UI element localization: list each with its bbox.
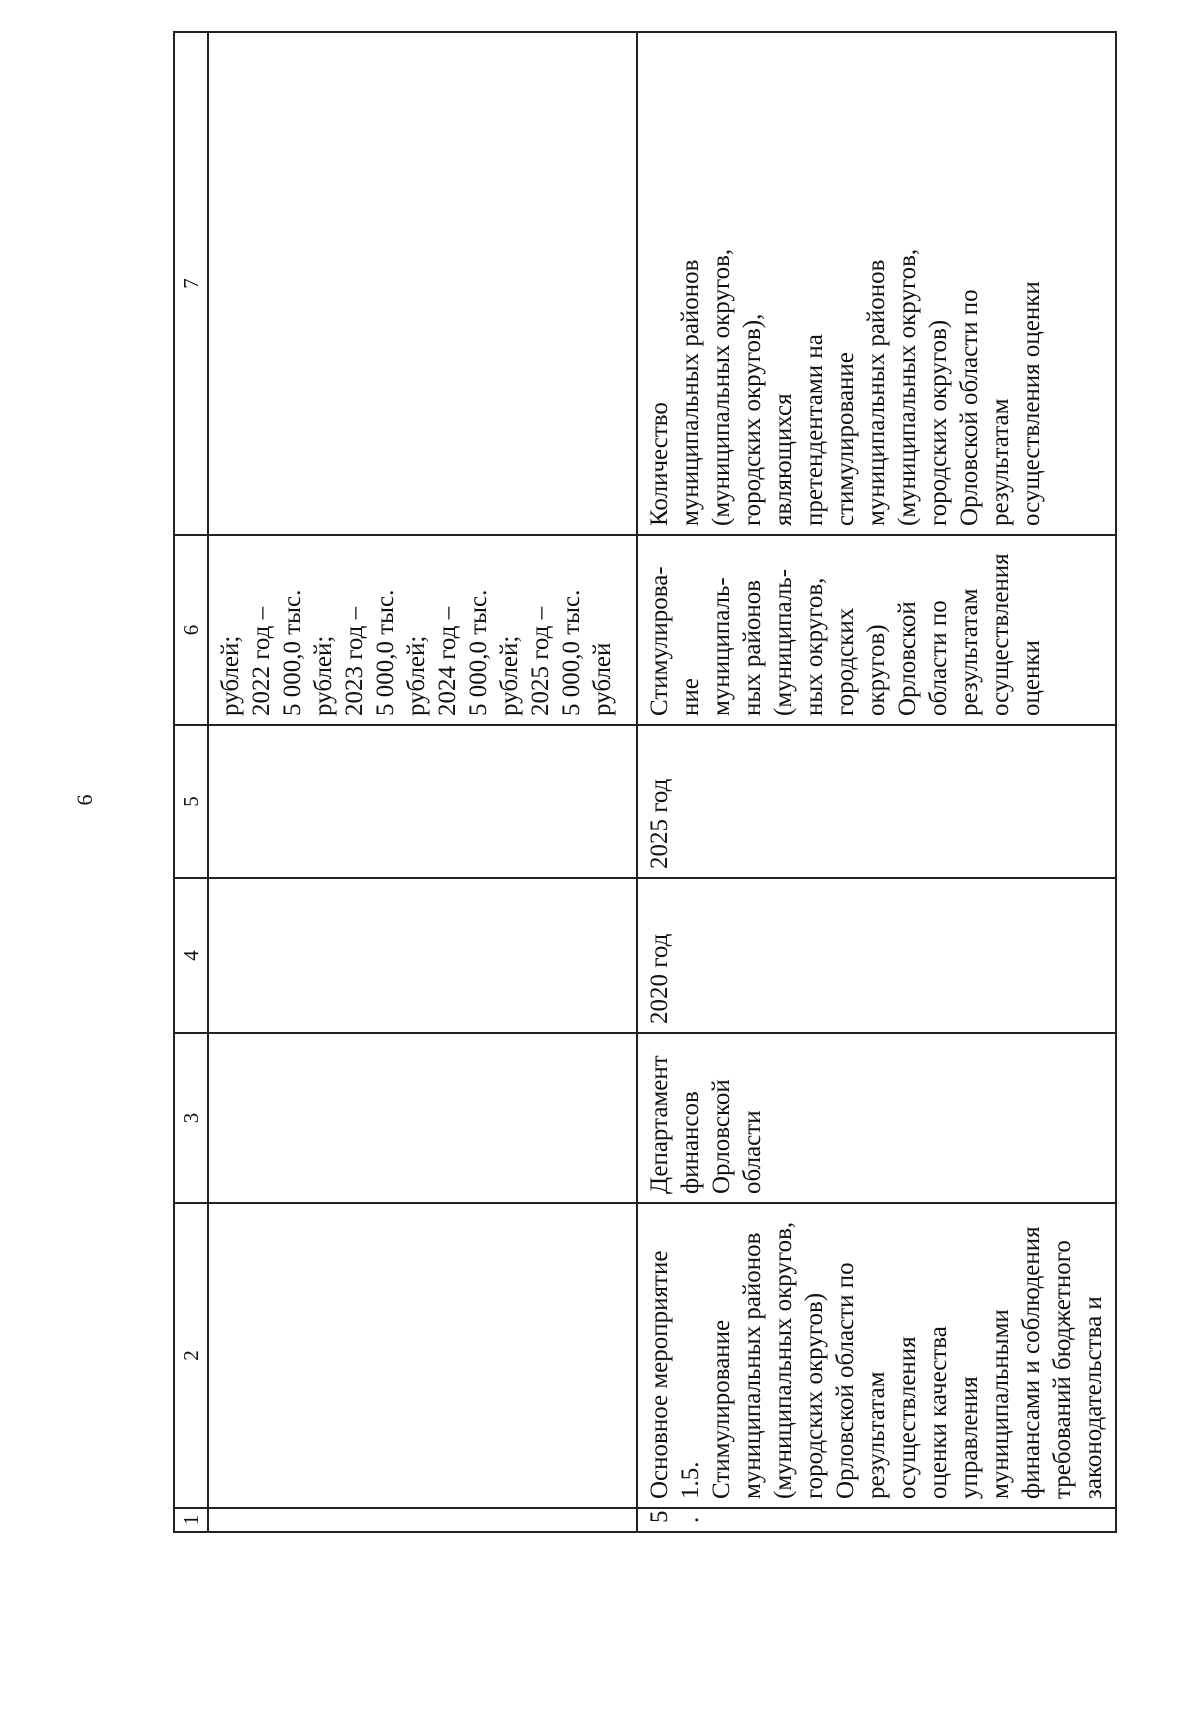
indicator: Количество муниципальных районов (муниципальных округов, городских округов), являющихся претендентами на стимулирование муниципальных районов (муниципальных округов, городских округов) Орловской области по результатам осуществления оценки (637, 32, 1116, 535)
table-row-continuation (208, 32, 637, 1532)
cell-executor (208, 1033, 637, 1203)
cell-end-year (208, 725, 637, 878)
header-col-7: 7 (174, 32, 208, 535)
start-year: 2020 год (637, 878, 1116, 1033)
rotated-table-container (173, 33, 1107, 1533)
header-col-2: 2 (174, 1203, 208, 1508)
cell-event (208, 1203, 637, 1508)
expected-result: Стимулирова- ние муниципаль- ных районов (муниципаль- ных округов, городских округов) Орловской области по результатам осуществления оценки (637, 535, 1116, 725)
cell-number (208, 1508, 637, 1532)
header-col-4: 4 (174, 878, 208, 1033)
page-number: 6 (72, 794, 97, 806)
header-col-6: 6 (174, 535, 208, 725)
header-col-3: 3 (174, 1033, 208, 1203)
executor: Департамент финансов Орловской области (637, 1033, 1116, 1203)
header-col-1: 1 (174, 1508, 208, 1532)
program-events-table (173, 31, 1117, 1533)
end-year: 2025 год (637, 725, 1116, 878)
cell-funding: рублей; 2022 год – 5 000,0 тыс. рублей; 2023 год – 5 000,0 тыс. рублей; 2024 год – 5 000,0 тыс. рублей; 2025 год – 5 000,0 тыс. рублей (208, 535, 637, 725)
row-number: 5. (637, 1508, 1116, 1532)
table-header-row (174, 32, 208, 1532)
cell-indicator (208, 32, 637, 535)
table-row-5 (637, 32, 1116, 1532)
event-description: Основное мероприятие 1.5. Стимулирование муниципальных районов (муниципальных округов, городских округов) Орловской области по результатам осуществления оценки качества управления муниципальными финансами и соблюдения требований бюджетного законодательства и (637, 1203, 1116, 1508)
header-col-5: 5 (174, 725, 208, 878)
cell-start-year (208, 878, 637, 1033)
